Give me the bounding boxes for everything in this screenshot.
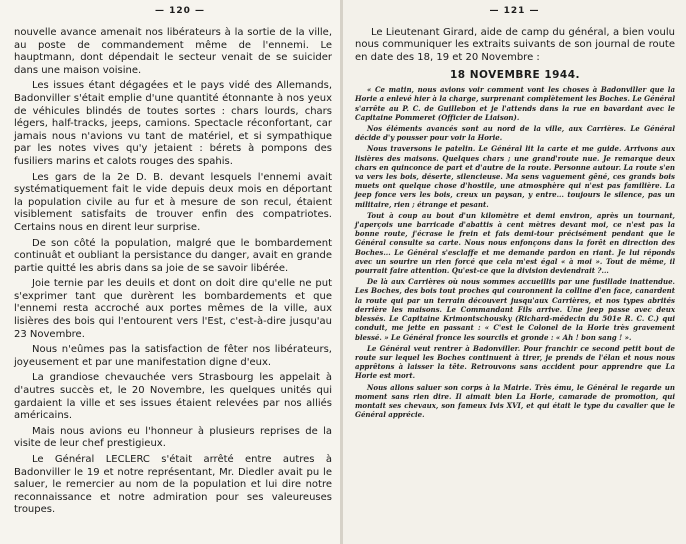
journal-paragraph: « Ce matin, nous avions voir comment vont les choses à Badonviller que la Horie a enlevé hier à la charge, surprenant complètement les Boches. Le Général s'arrête au P. C. de Guillebon et je l'attends dans la rue en bavardant avec le Capitaine Pommeret (Officier de Liaison).: [355, 85, 675, 122]
paragraph: Joie ternie par les deuils et dont on doit dire qu'elle ne put s'exprimer tant que durèrent les bombardements et que l'ennemi resta accroché aux portes mêmes de la ville, aux lisières des bois qui l'entourent vers l'Est, c'est-à-dire jusqu'au 23 Novembre.: [14, 278, 332, 340]
intro-paragraph: Le Lieutenant Girard, aide de camp du général, a bien voulu nous communiquer les extraits suivants de son journal de route en date des 18, 19 et 20 Novembre :: [355, 27, 675, 63]
paragraph: La grandiose chevauchée vers Strasbourg les appelait à d'autres succès et, le 20 Novembre, les quelques unités qui gardaient la ville et ses issues étaient relevées par nos alliés américains.: [14, 372, 332, 422]
journal-paragraph: Nous allons saluer son corps à la Mairie. Très ému, le Général le regarde un moment sans rien dire. Il aimait bien La Horie, camarade de promotion, qui montait ses chevaux, son fameux Ivis XVI, et qui était le type du cavalier que le Général apprécie.: [355, 382, 675, 420]
page-number-right: — 121 —: [489, 6, 540, 16]
page-number-left: — 120 —: [154, 6, 206, 16]
paragraph: Le Général LECLERC s'était arrêté entre autres à Badonviller le 19 et notre représentant, Mr. Diedler avait pu le saluer, le remercier au nom de la population et lui dire notre reconnaissance et notre admiration pour ses valeureuses troupes.: [14, 454, 332, 516]
journal-paragraph: Nos éléments avancés sont au nord de la ville, aux Carrières. Le Général décide d'y pousser pour voir la Horie.: [355, 124, 675, 143]
journal-paragraph: De là aux Carrières où nous sommes accueillis par une fusillade inattendue. Les Boches, des bois tout proches qui couronnent la colline d'en face, canardent la route qui par un terrain découvert jusqu'aux Carrières, et nos types abrités derrière les maisons. Le Commandant Fils arrive. Une jeep passe avec deux blessés. Le Capitaine Krimontschousky (Richard-médecin du 501e R. C. C.) qui conduit, me jette en passant : « C'est le Colonel de la Horie très gravement blessé. » Le Général fronce les sourcils et gronde : « Ah ! bon sang ! ».: [355, 277, 675, 342]
paragraph: nouvelle avance amenait nos libérateurs à la sortie de la ville, au poste de commandement même de l'ennemi. Le hauptmann, dont dépendait le secteur venait de se suicider dans une maison voisine.: [14, 27, 332, 76]
journal-paragraph: Nous traversons le patelin. Le Général lit la carte et me guide. Arrivons aux lisières des maisons. Quelques chars ; une grand'route nue. Je remarque deux chars en quinconce de part et d'autre de la route. Personne autour. La route s'en va vers les bois, déserte, silencieuse. Ma sens vaguement gêné, ces grands bois muets ont quelque chose d'hostile, une atmosphère qui n'est pas familière. La jeep fonce vers les bois, creux un paysan, y entre... toujours le silence, pas un militaire, rien ; étrange et pesant.: [355, 144, 675, 209]
right-page: [343, 0, 686, 544]
left-page-text: [14, 27, 332, 520]
paragraph: Les gars de la 2e D. B. devant lesquels l'ennemi avait systématiquement fait le vide depuis deux mois en déportant la population civile au fur et à mesure de son recul, étaient visiblement satisfaits de trouver enfin des compatriotes. Certains nous en dirent leur surprise.: [14, 171, 332, 233]
paragraph: Nous n'eûmes pas la satisfaction de fêter nos libérateurs, joyeusement et par une manifestation digne d'eux.: [14, 344, 332, 368]
paragraph: Mais nous avions eu l'honneur à plusieurs reprises de la visite de leur chef prestigieux.: [14, 425, 332, 450]
left-page: [0, 0, 340, 544]
paragraph: Les issues étant dégagées et le pays vidé des Allemands, Badonviller s'était emplie d'une quantité étonnante à nos yeux de véhicules blindés de toutes sortes : chars lourds, chars légers, half-tracks, jeeps, camions. Spectacle réconfortant, car jamais nous n'avions vu tant de matériel, et si sympathique par les notes vives qu'y jetaient : bérets à pompons des fusiliers marins et calots rouges des spahis.: [14, 80, 332, 167]
journal-date-heading: 18 NOVEMBRE 1944.: [449, 69, 581, 82]
paragraph: De son côté la population, malgré que le bombardement continuât et oubliant la persistance du danger, avait en grande partie quitté les abris dans sa joie de se savoir libérée.: [14, 237, 332, 274]
right-page-text: [355, 27, 675, 421]
journal-paragraph: Tout à coup au bout d'un kilomètre et demi environ, après un tournant, j'aperçois une barricade d'abattis à cent mètres devant moi, ce n'est pas la bonne route, j'écrase le frein et fais demi-tour précisément pendant que le Général consulte sa carte. Nous nous enfonçons dans la forêt en direction des Boches... Le Général s'esclaffe et me demande pardon en riant. Je lui réponds avec un sourire un rien forcé que cela m'est égal « à moi ». Tout de même, il pourrait faire attention. Qu'est-ce que la division deviendrait ?...: [355, 210, 675, 276]
journal-extract: [355, 85, 675, 419]
journal-paragraph: Le Général veut rentrer à Badonviller. Pour franchir ce second petit bout de route sur lequel les Boches continuent à tirer, je prends de l'élan et nous nous apprêtons à laisser la tête. Retrouvons sans accident pour apprendre que La Horie est mort.: [355, 343, 675, 381]
